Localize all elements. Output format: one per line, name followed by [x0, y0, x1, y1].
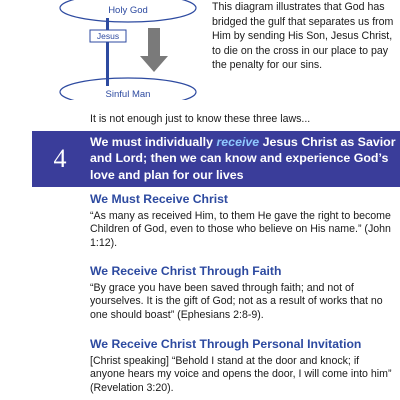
section-heading: We Receive Christ Through Personal Invitation: [90, 337, 362, 351]
law-text-after: Jesus Christ as Savior and Lord; then we can know and experience God’s love and plan for our lives: [90, 135, 396, 182]
bridge-diagram-graphic: [58, 0, 198, 100]
section-body: “By grace you have been saved through faith; and not of yourselves. It is the gift of God; not as a result of works that no one should boast” (Ephesians 2:8-9).: [90, 282, 383, 321]
man-label: Sinful Man: [105, 89, 151, 100]
arrow-shaft: [148, 28, 160, 58]
law-statement: [90, 134, 396, 183]
intro-text: It is not enough just to know these three laws...: [90, 113, 311, 125]
section-heading: We Receive Christ Through Faith: [90, 264, 282, 278]
arrow-down-icon: [140, 56, 168, 72]
section-through-faith: [90, 264, 396, 322]
section-body: “As many as received Him, to them He gave the right to become Children of God, even to those who believe on His name.” (John 1:12).: [90, 210, 391, 249]
section-receive-christ: [90, 192, 396, 250]
god-label: Holy God: [108, 5, 148, 16]
bridge-diagram: [58, 0, 198, 100]
law-number: 4: [53, 144, 67, 173]
law-text-emphasis: receive: [216, 135, 260, 149]
section-body: [Christ speaking] “Behold I stand at the door and knock; if anyone hears my voice and opens the door, I will come into him” (Revelation 3:20).: [90, 355, 392, 394]
law-four-banner: [32, 131, 400, 187]
cross-icon: [106, 18, 109, 86]
law-text-before: We must individually: [90, 135, 217, 149]
section-personal-invitation: [90, 337, 396, 395]
section-heading: We Must Receive Christ: [90, 192, 228, 206]
jesus-label: Jesus: [96, 31, 120, 41]
diagram-caption: This diagram illustrates that God has bridged the gulf that separates us from Him by sending His Son, Jesus Christ, to die on the cross in our place to pay the penalty for our sins.: [212, 1, 394, 72]
